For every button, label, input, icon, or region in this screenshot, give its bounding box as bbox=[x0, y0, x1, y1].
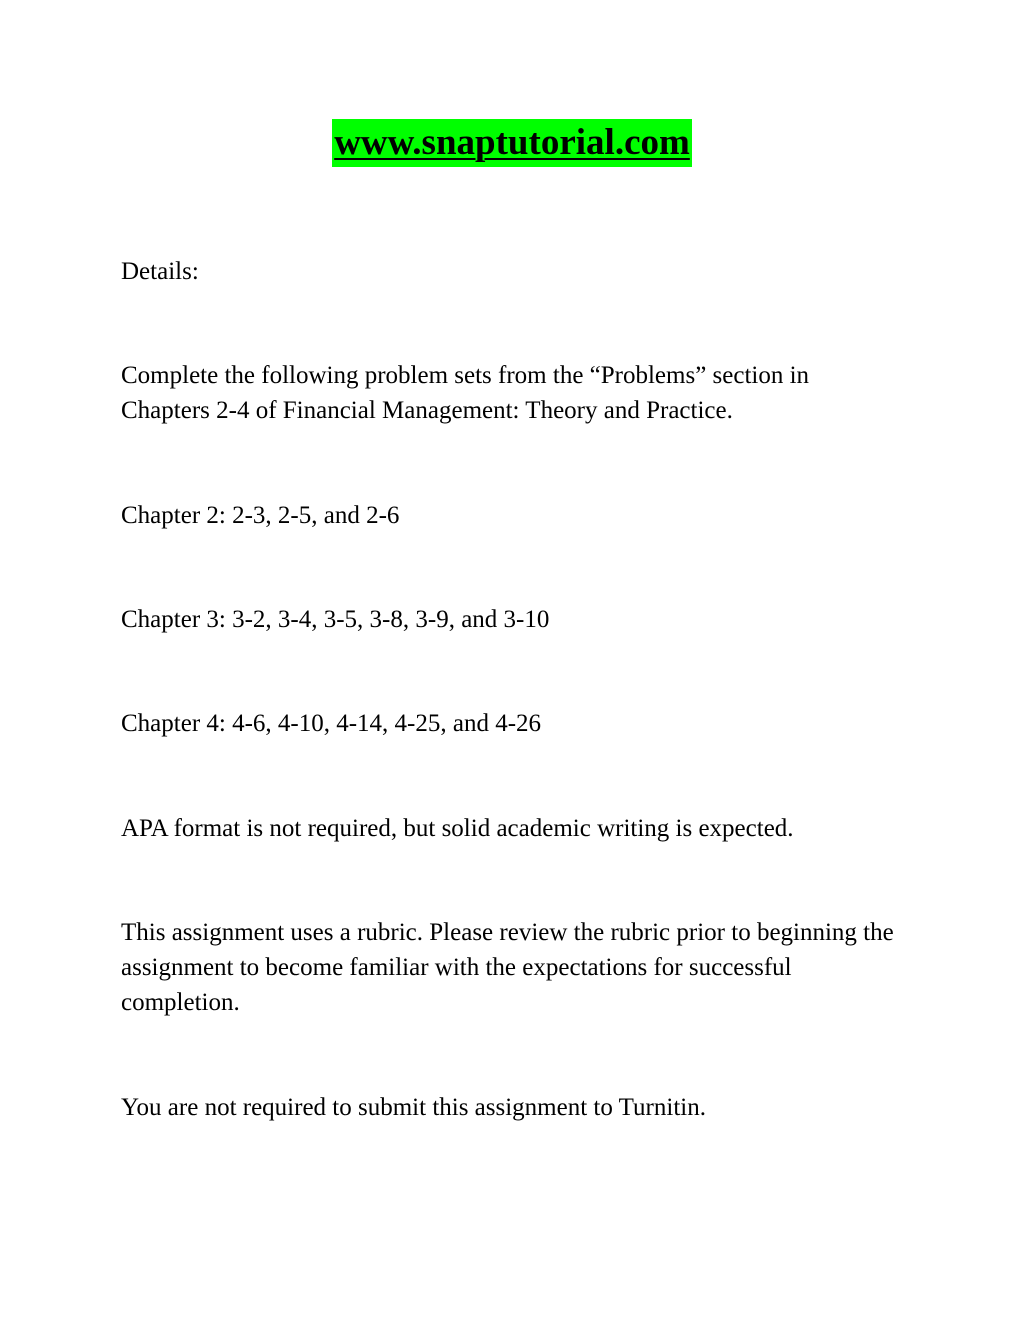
chapter-3-problems: Chapter 3: 3-2, 3-4, 3-5, 3-8, 3-9, and 3-10 bbox=[121, 606, 550, 633]
chapter-4-problems: Chapter 4: 4-6, 4-10, 4-14, 4-25, and 4-26 bbox=[121, 710, 542, 737]
snaptutorial-link[interactable]: www.snaptutorial.com bbox=[332, 119, 692, 167]
apa-format-note: APA format is not required, but solid academic writing is expected. bbox=[121, 815, 794, 842]
header bbox=[0, 119, 1024, 167]
chapter-2-problems: Chapter 2: 2-3, 2-5, and 2-6 bbox=[121, 502, 400, 529]
rubric-note: This assignment uses a rubric. Please review the rubric prior to beginning the assignment to become familiar with the expectations for successful completion. bbox=[121, 919, 894, 1016]
details-label: Details: bbox=[121, 258, 199, 285]
turnitin-note: You are not required to submit this assignment to Turnitin. bbox=[121, 1094, 706, 1121]
intro-paragraph: Complete the following problem sets from the “Problems” section in Chapters 2-4 of Financial Management: Theory and Practice. bbox=[121, 362, 810, 424]
